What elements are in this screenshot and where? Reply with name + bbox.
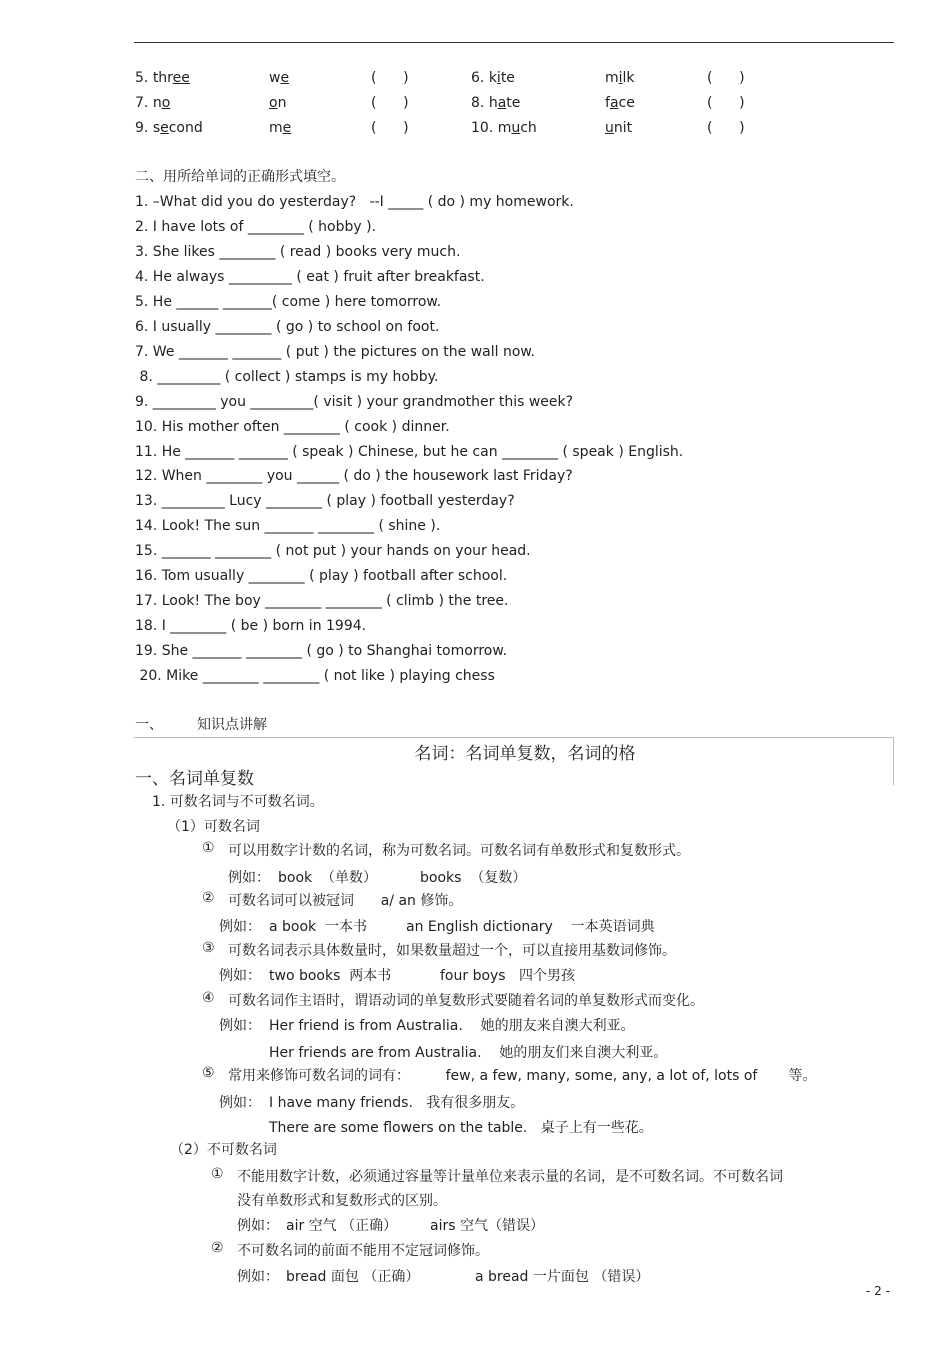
exercise-item: 9. _________ you _________( visit ) your grandmother this week?	[135, 393, 574, 410]
subheading-countable: （1）可数名词	[167, 819, 260, 835]
point-text: 不可数名词的前面不能用不定冠词修饰。	[237, 1243, 489, 1259]
exercise-item: 3. She likes ________ ( read ) books very much.	[135, 243, 461, 260]
phonics-word: we	[269, 70, 290, 86]
answer-parentheses: ( )	[371, 120, 409, 136]
subheading-countable-uncountable: 1. 可数名词与不可数名词。	[152, 794, 324, 810]
phonics-word: 10. much	[471, 120, 537, 136]
example-text: an English dictionary 一本英语词典	[406, 919, 655, 935]
point-text: 可以用数字计数的名词，称为可数名词。可数名词有单数形式和复数形式。	[228, 843, 690, 859]
exercise-item: 7. We _______ _______ ( put ) the pictures on the wall now.	[135, 343, 536, 360]
example-text: book （单数）	[278, 870, 378, 886]
example-label: 例如：	[237, 1218, 279, 1234]
point-marker: ①	[202, 840, 215, 856]
point-marker: ⑤	[202, 1065, 215, 1081]
exercise-item: 17. Look! The boy ________ ________ ( climb ) the tree.	[135, 593, 509, 610]
section-title: 二、用所给单词的正确形式填空。	[135, 169, 345, 185]
point-marker: ③	[202, 940, 215, 956]
exercise-item: 10. His mother often ________ ( cook ) dinner.	[135, 418, 450, 435]
answer-parentheses: ( )	[707, 120, 745, 136]
lesson-title: 名词：名词单复数，名词的格	[414, 744, 636, 764]
point-marker: ④	[202, 990, 215, 1006]
answer-parentheses: ( )	[371, 70, 409, 86]
example-text: Her friends are from Australia. 她的朋友们来自澳大利亚。	[269, 1045, 668, 1061]
example-text: a bread 一片面包 （错误）	[475, 1269, 650, 1285]
answer-parentheses: ( )	[707, 70, 745, 86]
example-text: I have many friends. 我有很多朋友。	[269, 1095, 525, 1111]
exercise-item: 2. I have lots of ________ ( hobby ).	[135, 218, 377, 235]
example-label: 例如：	[219, 919, 261, 935]
example-label: 例如：	[219, 1095, 261, 1111]
phonics-word: on	[269, 95, 287, 111]
subheading-uncountable: （2）不可数名词	[170, 1142, 277, 1158]
point-marker: ②	[211, 1240, 224, 1256]
exercise-item: 6. I usually ________ ( go ) to school on foot.	[135, 318, 440, 335]
example-label: 例如：	[219, 1018, 261, 1034]
heading-noun-number: 一、名词单复数	[135, 769, 254, 789]
answer-parentheses: ( )	[707, 95, 745, 111]
example-label: 例如：	[219, 968, 261, 984]
answer-parentheses: ( )	[371, 95, 409, 111]
example-text: books （复数）	[420, 870, 527, 886]
phonics-word: 7. no	[135, 95, 171, 111]
point-text: 可数名词可以被冠词 a/ an 修饰。	[228, 893, 463, 909]
exercise-item: 5. He ______ _______( come ) here tomorrow.	[135, 293, 442, 310]
knowledge-title: 知识点讲解	[197, 717, 267, 733]
phonics-word: 5. three	[135, 70, 190, 86]
point-text: 可数名词表示具体数量时，如果数量超过一个，可以直接用基数词修饰。	[228, 943, 676, 959]
exercise-item: 4. He always _________ ( eat ) fruit after breakfast.	[135, 268, 485, 285]
exercise-item: 15. _______ ________ ( not put ) your hands on your head.	[135, 543, 531, 560]
example-text: a book 一本书	[269, 919, 368, 935]
exercise-item: 13. _________ Lucy ________ ( play ) football yesterday?	[135, 493, 515, 510]
phonics-word: me	[269, 120, 292, 136]
example-text: airs 空气（错误）	[430, 1218, 544, 1234]
point-text: 没有单数形式和复数形式的区别。	[237, 1193, 447, 1209]
example-label: 例如：	[228, 870, 270, 886]
page-number: - 2 -	[866, 1284, 890, 1298]
example-text: There are some flowers on the table. 桌子上有一些花。	[269, 1120, 653, 1136]
exercise-item: 14. Look! The sun _______ ________ ( shine ).	[135, 518, 441, 535]
exercise-item: 19. She _______ ________ ( go ) to Shanghai tomorrow.	[135, 643, 507, 660]
exercise-item: 11. He _______ _______ ( speak ) Chinese, but he can ________ ( speak ) English.	[135, 443, 684, 460]
phonics-word: milk	[605, 70, 635, 86]
example-label: 例如：	[237, 1269, 279, 1285]
point-marker: ②	[202, 890, 215, 906]
exercise-item: 20. Mike ________ ________ ( not like ) playing chess	[135, 668, 495, 685]
phonics-word: 6. kite	[471, 70, 515, 86]
exercise-item: 16. Tom usually ________ ( play ) football after school.	[135, 568, 508, 585]
phonics-word: face	[605, 95, 635, 111]
example-text: four boys 四个男孩	[440, 968, 575, 984]
header-rule	[134, 42, 894, 43]
knowledge-number: 一、	[135, 717, 163, 733]
point-marker: ①	[211, 1166, 224, 1182]
title-box-top	[134, 737, 894, 738]
point-text: 可数名词作主语时，谓语动词的单复数形式要随着名词的单复数形式而变化。	[228, 993, 704, 1009]
example-text: two books 两本书	[269, 968, 392, 984]
exercise-item: 12. When ________ you ______ ( do ) the housework last Friday?	[135, 468, 573, 485]
exercise-item: 1. –What did you do yesterday? --I _____ ( do ) my homework.	[135, 194, 574, 210]
example-text: bread 面包 （正确）	[286, 1269, 420, 1285]
phonics-word: unit	[605, 120, 633, 136]
exercise-item: 18. I ________ ( be ) born in 1994.	[135, 618, 367, 635]
example-text: Her friend is from Australia. 她的朋友来自澳大利亚。	[269, 1018, 635, 1034]
exercise-item: 8. _________ ( collect ) stamps is my hobby.	[135, 368, 439, 385]
example-text: air 空气 （正确）	[286, 1218, 398, 1234]
phonics-word: 9. second	[135, 120, 203, 136]
phonics-word: 8. hate	[471, 95, 521, 111]
point-text: 常用来修饰可数名词的词有： few, a few, many, some, any, a lot of, lots of 等。	[228, 1068, 817, 1084]
point-text: 不能用数字计数，必须通过容量等计量单位来表示量的名词，是不可数名词。不可数名词	[237, 1169, 783, 1185]
